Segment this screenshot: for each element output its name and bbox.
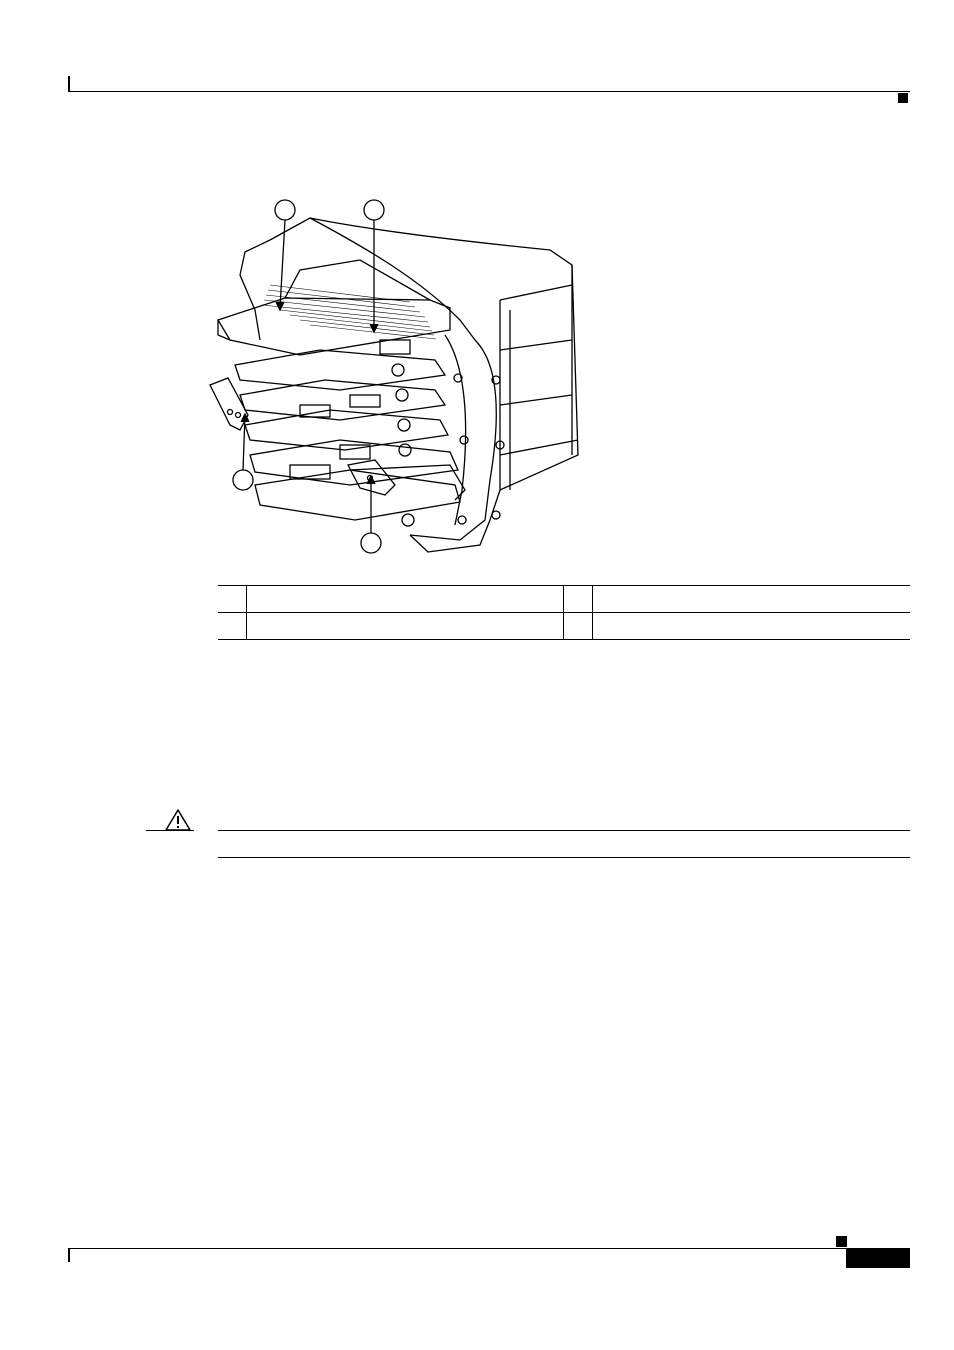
warning-triangle-icon xyxy=(164,808,192,832)
callout-number xyxy=(564,613,593,640)
callout-table xyxy=(218,585,910,640)
callout-number xyxy=(564,586,593,613)
callout-number xyxy=(218,586,246,613)
callout-description xyxy=(246,586,564,613)
callout-description xyxy=(246,613,564,640)
caution-rule-bottom xyxy=(218,857,910,858)
header-left-tick xyxy=(68,76,70,92)
chassis-illustration xyxy=(200,190,600,565)
caution-underline xyxy=(146,830,194,831)
header-marker-square xyxy=(898,93,908,103)
footer-rule xyxy=(68,1248,848,1249)
callout-number xyxy=(218,613,246,640)
callout-description xyxy=(593,586,910,613)
page-number-box xyxy=(846,1248,910,1268)
callout-description xyxy=(593,613,910,640)
header-rule xyxy=(68,91,910,92)
footer-left-tick xyxy=(68,1248,70,1262)
table-row xyxy=(218,586,910,613)
callout-4 xyxy=(361,476,381,553)
top-module xyxy=(218,260,450,355)
callout-1 xyxy=(275,200,295,310)
table-row xyxy=(218,613,910,640)
footer-marker-square xyxy=(836,1236,847,1247)
caution-rule-top xyxy=(218,830,910,831)
card-stack xyxy=(210,340,465,526)
